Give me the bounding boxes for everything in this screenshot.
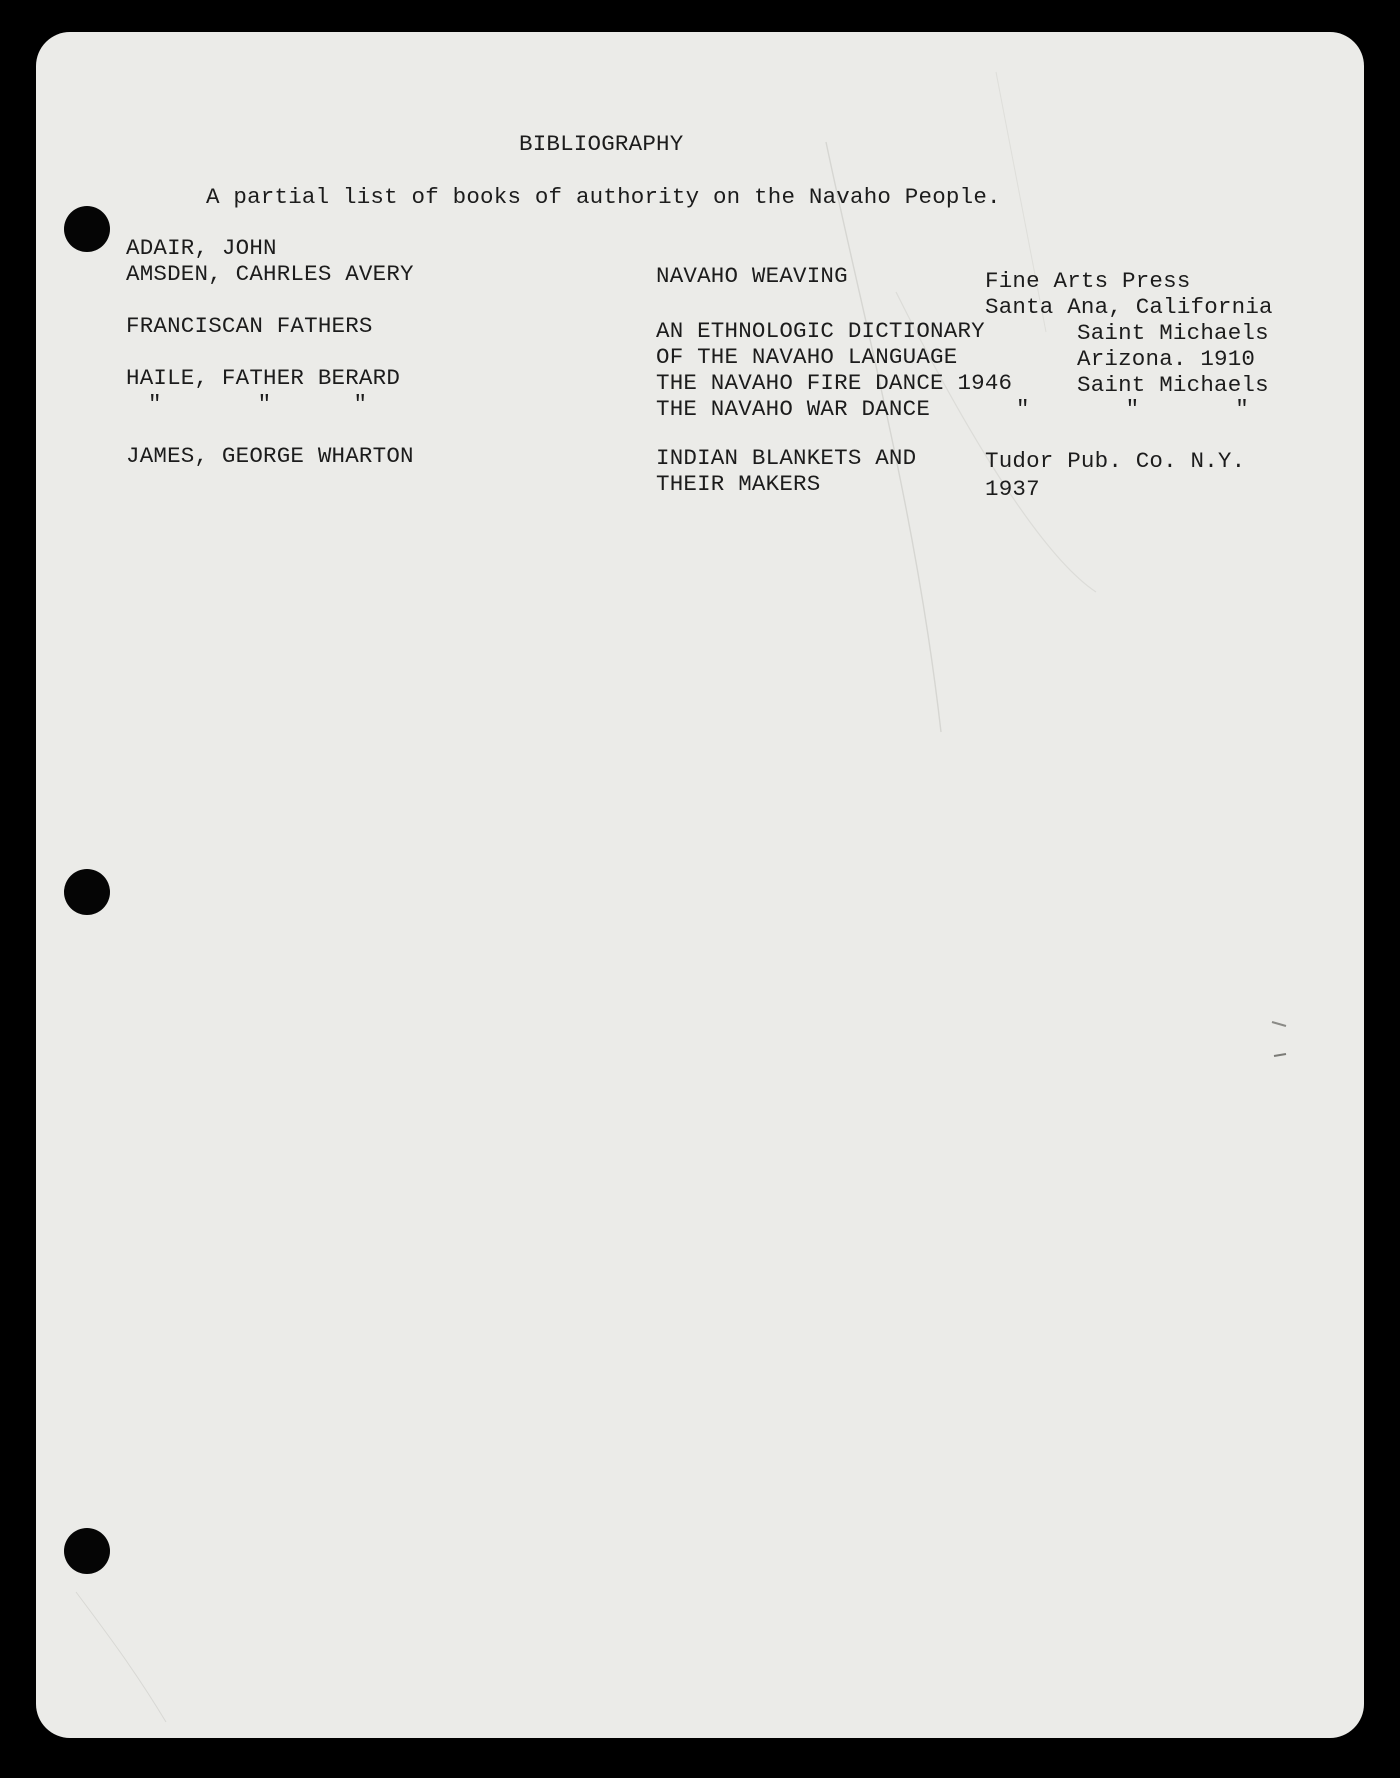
entry-title: NAVAHO WEAVING — [656, 263, 848, 289]
entry-author: ADAIR, JOHN — [126, 235, 277, 261]
entry-title: OF THE NAVAHO LANGUAGE — [656, 344, 958, 370]
entry-title: THE NAVAHO WAR DANCE — [656, 396, 931, 422]
entry-author: HAILE, FATHER BERARD — [126, 365, 401, 391]
entry-publisher: Fine Arts Press — [985, 268, 1191, 294]
binder-hole — [64, 869, 110, 915]
entry-title: THE NAVAHO FIRE DANCE 1946 — [656, 370, 1013, 396]
entry-author: AMSDEN, CAHRLES AVERY — [126, 261, 414, 287]
entry-title: THEIR MAKERS — [656, 471, 821, 497]
ditto-marks: " " " — [1016, 396, 1249, 422]
page-title: BIBLIOGRAPHY — [519, 131, 684, 157]
entry-publisher: Tudor Pub. Co. N.Y. — [985, 448, 1246, 474]
page-subtitle: A partial list of books of authority on the Navaho People. — [206, 184, 1001, 210]
entry-publisher: 1937 — [985, 476, 1040, 502]
ditto-marks: " " " — [148, 391, 368, 417]
entry-title: AN ETHNOLOGIC DICTIONARY — [656, 318, 985, 344]
binder-hole — [64, 206, 110, 252]
entry-title: INDIAN BLANKETS AND — [656, 445, 917, 471]
document-page — [36, 32, 1364, 1738]
entry-publisher: Arizona. 1910 — [1077, 346, 1256, 372]
binder-hole — [64, 1528, 110, 1574]
entry-publisher: Saint Michaels — [1077, 372, 1269, 398]
entry-author: JAMES, GEORGE WHARTON — [126, 443, 414, 469]
entry-author: FRANCISCAN FATHERS — [126, 313, 373, 339]
entry-publisher: Saint Michaels — [1077, 320, 1269, 346]
entry-publisher: Santa Ana, California — [985, 294, 1273, 320]
